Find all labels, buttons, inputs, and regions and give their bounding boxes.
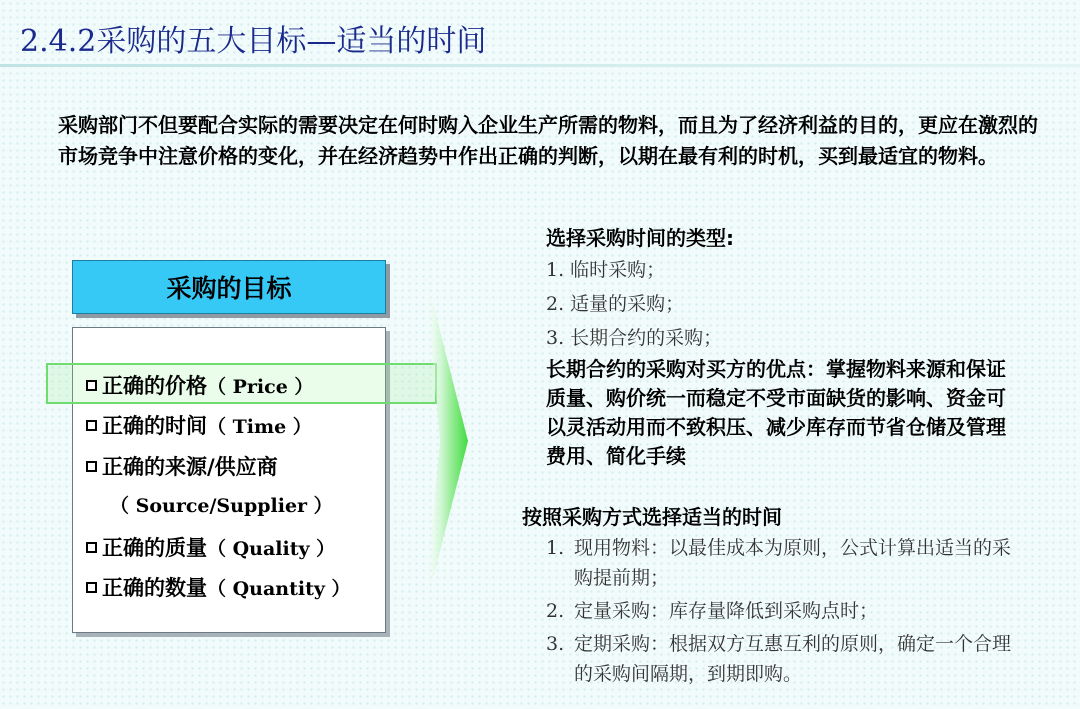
- goal-label: 正确的价格: [102, 374, 207, 398]
- title-divider: [0, 64, 1080, 67]
- by-method-item: [546, 629, 1016, 689]
- checkbox-square-icon: [86, 380, 97, 391]
- item-number: 1.: [546, 537, 565, 559]
- goal-english: （ Source/Supplier ）: [110, 495, 333, 517]
- by-method-heading: 按照采购方式选择适当的时间: [522, 505, 782, 529]
- goal-label: 正确的时间: [102, 414, 207, 438]
- item-text: 定量采购：库存量降低到采购点时；: [574, 600, 879, 622]
- by-method-item: [546, 596, 1016, 626]
- goal-item-quality: [86, 532, 335, 562]
- timing-type-item: 3. 长期合约的采购；: [546, 327, 723, 349]
- goals-header-label: 采购的目标: [166, 274, 292, 303]
- checkbox-square-icon: [86, 542, 97, 553]
- goal-label: 正确的质量: [102, 536, 207, 560]
- checkbox-square-icon: [86, 461, 97, 472]
- goal-item-source-english: [110, 491, 333, 518]
- goals-header: [72, 260, 386, 314]
- checkbox-square-icon: [86, 420, 97, 431]
- item-text: 现用物料：以最佳成本为原则，公式计算出适当的采购提前期；: [574, 537, 1012, 589]
- goal-label: 正确的数量: [102, 576, 207, 600]
- item-number: 2.: [546, 600, 565, 622]
- item-text: 定期采购：根据双方互惠互利的原则，确定一个合理的采购间隔期，到期即购。: [574, 633, 1012, 685]
- long-term-advantages: 长期合约的采购对买方的优点：掌握物料来源和保证质量、购价统一而稳定不受市面缺货的影响、资金可以灵活动用而不致积压、减少库存而节省仓储及管理费用、简化手续: [546, 357, 1006, 468]
- by-method-item: [546, 533, 1016, 593]
- goal-item-price: [86, 370, 313, 400]
- goal-label: 正确的来源/供应商: [102, 455, 278, 479]
- item-number: 3.: [546, 633, 565, 655]
- checkbox-square-icon: [86, 582, 97, 593]
- chevron-right-arrow-icon: [424, 268, 468, 614]
- timing-type-item: 1. 临时采购；: [546, 259, 666, 281]
- goal-english: （ Quality ）: [207, 537, 336, 560]
- timing-type-item: 2. 适量的采购；: [546, 293, 685, 315]
- goal-english: （ Time ）: [207, 415, 312, 438]
- goal-item-quantity: [86, 572, 351, 602]
- goal-english: （ Quantity ）: [207, 577, 351, 600]
- goal-item-time: [86, 410, 312, 440]
- goal-item-source: [86, 451, 278, 481]
- slide-title: 2.4.2采购的五大目标—适当的时间: [20, 24, 487, 59]
- intro-paragraph: 采购部门不但要配合实际的需要决定在何时购入企业生产所需的物料，而且为了经济利益的目的，更应在激烈的市场竞争中注意价格的变化，并在经济趋势中作出正确的判断，以期在最有利的时机，买到最适宜的物料。: [58, 113, 1038, 168]
- goal-english: （ Price ）: [207, 375, 314, 398]
- timing-types-heading: 选择采购时间的类型:: [546, 226, 734, 250]
